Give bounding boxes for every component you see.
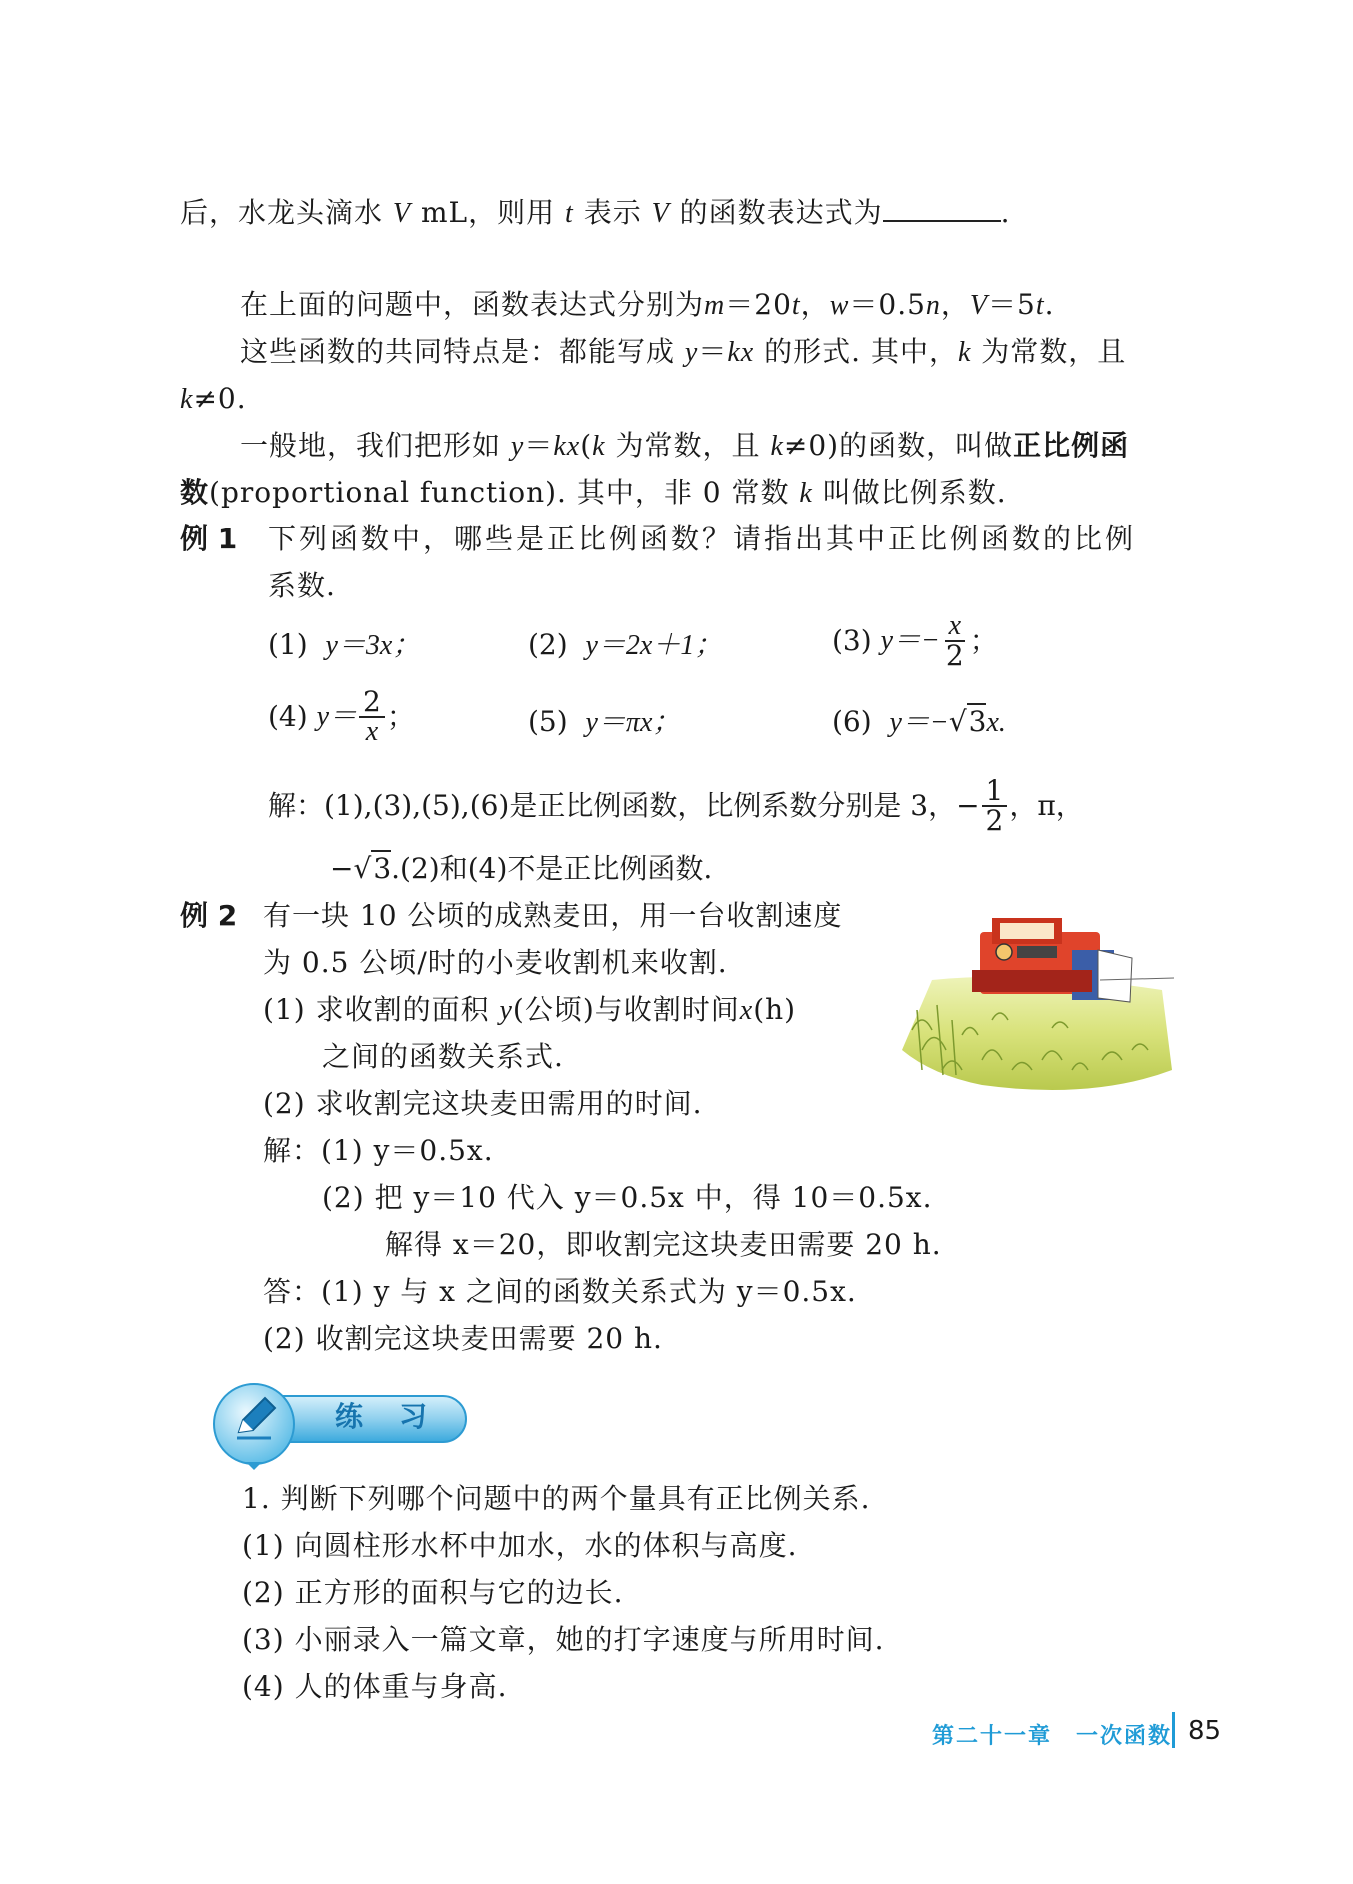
practice-item-3: (3) 小丽录入一篇文章，她的打字速度与所用时间. — [242, 1623, 885, 1656]
definition-line-2 — [180, 476, 1007, 511]
term-bold: 数 — [180, 476, 210, 509]
text: x. — [986, 707, 1006, 738]
text: (h) — [753, 993, 797, 1026]
example-2-q1 — [263, 993, 796, 1028]
text: . — [1044, 288, 1055, 321]
fraction — [359, 685, 385, 747]
item-number: (1) — [268, 628, 308, 661]
item-number: (3) — [832, 624, 872, 657]
footer-divider — [1172, 1712, 1175, 1748]
text: ，π， — [1009, 789, 1084, 822]
example-2-sol-3: 解得 x＝20，即收割完这块麦田需要 20 h. — [385, 1228, 942, 1261]
fraction-numerator: x — [945, 612, 965, 642]
example-1-label: 例 1 — [180, 522, 238, 555]
fraction-denominator: x — [365, 716, 379, 747]
var: t — [565, 198, 574, 229]
text: 叫做比例系数. — [822, 476, 1007, 509]
fraction — [982, 774, 1008, 837]
example-2-ans-1: 答：(1) y 与 x 之间的函数关系式为 y＝0.5x. — [263, 1275, 857, 1308]
practice-banner-title: 练 习 — [335, 1400, 432, 1433]
text: ＝ — [524, 429, 554, 462]
text: 在上面的问题中，函数表达式分别为 — [240, 288, 705, 321]
example-1-item-3 — [832, 612, 998, 670]
practice-question-title: 1. 判断下列哪个问题中的两个量具有正比例关系. — [242, 1482, 871, 1515]
answer-blank — [883, 194, 1001, 222]
text: (1) 求收割的面积 — [263, 993, 490, 1026]
text: 后，水龙头滴水 — [180, 196, 384, 229]
example-2-ans-2: (2) 收割完这块麦田需要 20 h. — [263, 1322, 663, 1355]
var: x — [739, 995, 754, 1026]
text: 下列函数中，哪些是正比例函数？请指出其中正比例函数的比例 — [268, 522, 1137, 555]
practice-item-2: (2) 正方形的面积与它的边长. — [242, 1576, 624, 1609]
var: y — [684, 337, 699, 368]
practice-item-1: (1) 向圆柱形水杯中加水，水的体积与高度. — [242, 1529, 798, 1562]
text: ； — [969, 624, 998, 657]
example-2-label: 例 2 — [180, 899, 238, 932]
var: k — [799, 478, 813, 509]
example-2-sol-2: (2) 把 y＝10 代入 y＝0.5x 中，得 10＝0.5x. — [322, 1181, 933, 1214]
text: ， — [800, 288, 830, 321]
text: ； — [386, 700, 415, 733]
example-2-q2: (2) 求收割完这块麦田需用的时间. — [263, 1087, 703, 1120]
practice-item-4: (4) 人的体重与身高. — [242, 1670, 508, 1703]
chapter-footer: 第二十一章 一次函数 — [932, 1724, 1173, 1749]
var: w — [829, 290, 850, 321]
item-number: (2) — [528, 628, 568, 661]
fraction-denominator: 2 — [945, 639, 964, 672]
var: V — [651, 198, 670, 229]
text: mL，则用 — [420, 196, 556, 229]
paragraph-1 — [240, 288, 1055, 323]
text: 一般地，我们把形如 — [240, 429, 502, 462]
example-1-item-4 — [268, 685, 415, 747]
text: ≠0. — [193, 382, 247, 415]
paragraph-2 — [240, 335, 1126, 370]
harvester-illustration — [892, 910, 1174, 1110]
text: (proportional function). 其中，非 0 常数 — [209, 476, 790, 509]
text: ＝ — [698, 335, 728, 368]
var: k — [957, 337, 972, 368]
pencil-icon — [229, 1392, 281, 1448]
example-1-item-5 — [528, 705, 680, 740]
expression: y＝2x＋1； — [585, 630, 723, 661]
item-number: (4) — [268, 700, 308, 733]
example-2-line-2: 为 0.5 公顷/时的小麦收割机来收割. — [263, 946, 728, 979]
var: y — [510, 431, 525, 462]
example-1-solution — [268, 774, 1084, 837]
text: ( — [580, 429, 593, 462]
var: k — [770, 431, 784, 462]
example-2-sol-1: 解：(1) y＝0.5x. — [263, 1134, 494, 1167]
expression: y＝3x； — [325, 630, 421, 661]
var: y — [499, 995, 513, 1026]
fraction-numerator: 2 — [359, 688, 385, 718]
text: 解：(1),(3),(5),(6)是正比例函数，比例系数分别是 3，− — [268, 789, 980, 822]
text: 为常数，且 — [615, 429, 761, 462]
example-2-line-1: 有一块 10 公顷的成熟麦田，用一台收割速度 — [263, 899, 843, 932]
var: t — [791, 290, 801, 321]
example-1-item-1 — [268, 628, 420, 663]
text: .(2)和(4)不是正比例函数. — [391, 852, 713, 885]
paragraph-2-cont — [180, 382, 247, 417]
var: k — [592, 431, 606, 462]
definition-line-1 — [240, 429, 1129, 464]
expression: y＝− — [880, 625, 940, 656]
var: V — [969, 290, 989, 321]
text: ＝0.5 — [849, 288, 926, 321]
var: n — [925, 290, 941, 321]
fraction-numerator: 1 — [982, 777, 1008, 807]
text: 的函数表达式为 — [679, 196, 883, 229]
fraction — [942, 612, 968, 670]
example-1-question-cont — [268, 569, 336, 603]
expression: y＝πx； — [585, 707, 681, 738]
var: m — [704, 290, 726, 321]
text: 这些函数的共同特点是：都能写成 — [240, 335, 676, 368]
var: k — [180, 384, 194, 415]
example-1-item-2 — [528, 628, 722, 663]
text: 为常数，且 — [981, 335, 1127, 368]
example-1-question — [268, 522, 1136, 556]
var: V — [392, 198, 412, 229]
sqrt-radicand: 3 — [968, 705, 987, 738]
text: 的形式. 其中， — [764, 335, 958, 368]
text: ＝20 — [725, 288, 792, 321]
var: t — [1035, 290, 1045, 321]
page-number: 85 — [1188, 1716, 1222, 1746]
text: . — [1000, 196, 1011, 229]
example-1-solution-cont: −√3.(2)和(4)不是正比例函数. — [330, 852, 713, 885]
item-number: (6) — [832, 705, 872, 738]
text: (公顷)与收割时间 — [512, 993, 740, 1026]
top-line — [180, 194, 1011, 231]
fraction-denominator: 2 — [985, 804, 1004, 837]
var: kx — [727, 337, 755, 368]
example-2-q1-cont: 之间的函数关系式. — [322, 1040, 564, 1073]
var: kx — [553, 431, 581, 462]
example-1-item-6: (6) y＝−√3x. — [832, 705, 1006, 738]
text: − — [330, 852, 354, 885]
expression: y＝− — [889, 707, 949, 738]
text: ＝5 — [988, 288, 1036, 321]
sqrt-radicand: 3 — [373, 852, 392, 885]
text: 系数. — [268, 569, 336, 602]
item-number: (5) — [528, 705, 568, 738]
term-bold: 正比例函 — [1013, 429, 1130, 462]
text: ≠0)的函数，叫做 — [783, 429, 1014, 462]
text: 表示 — [583, 196, 642, 229]
text: ， — [940, 288, 970, 321]
expression: y＝ — [316, 701, 358, 732]
